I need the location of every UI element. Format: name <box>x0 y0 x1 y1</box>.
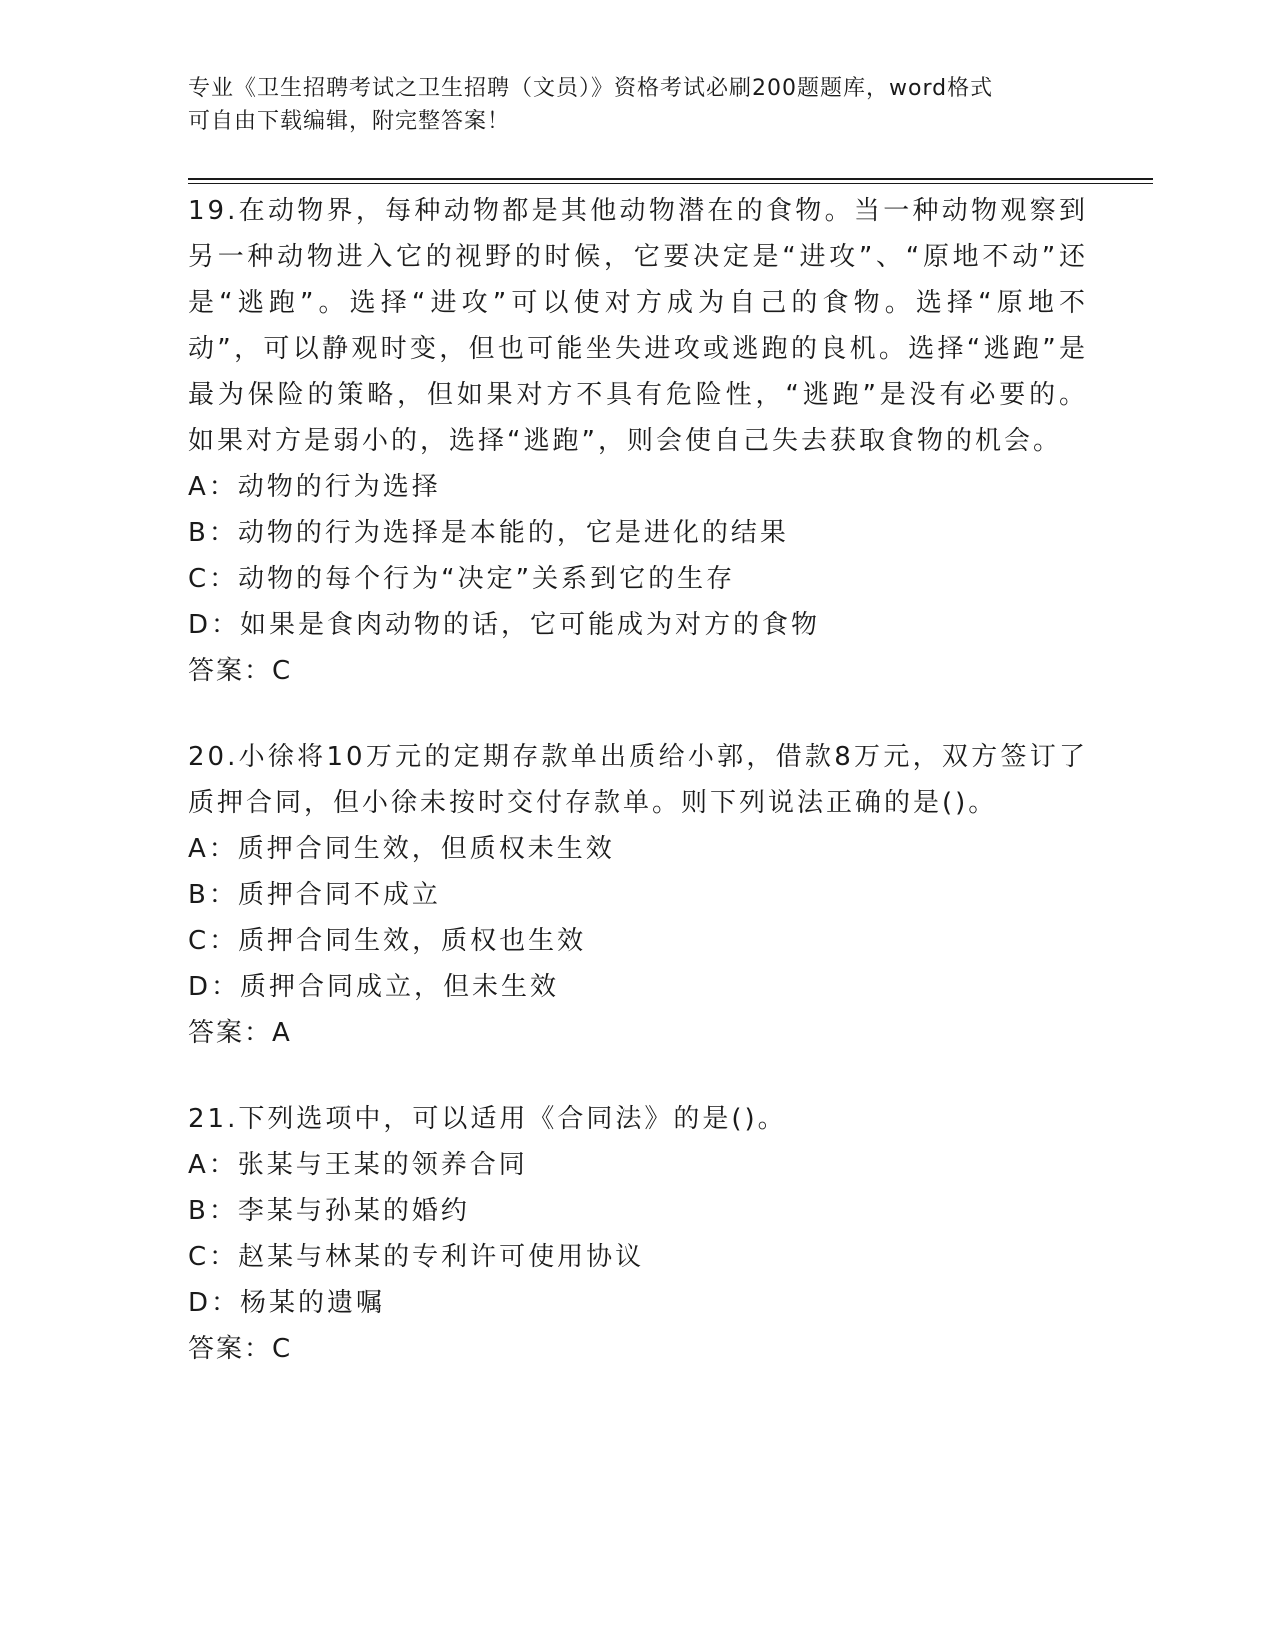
option-b: B：李某与孙某的婚约 <box>188 1196 470 1226</box>
question-21 <box>188 1096 1088 1372</box>
option-d: D：杨某的遗嘱 <box>188 1288 386 1318</box>
option-b: B：质押合同不成立 <box>188 880 441 910</box>
question-20 <box>188 734 1088 1056</box>
question-stem: 20.小徐将10万元的定期存款单出质给小郭，借款8万元，双方签订了质押合同，但小徐未按时交付存款单。则下列说法正确的是()。 <box>188 742 1088 818</box>
header-divider-thick <box>188 178 1153 180</box>
header-line-2: 可自由下载编辑，附完整答案！ <box>188 109 511 134</box>
answer-label: 答案：A <box>188 1018 292 1048</box>
question-stem: 19.在动物界，每种动物都是其他动物潜在的食物。当一种动物观察到另一种动物进入它的视野的时候，它要决定是“进攻”、“原地不动”还是“逃跑”。选择“进攻”可以使对方成为自己的食物。选择“原地不动”，可以静观时变，但也可能坐失进攻或逃跑的良机。选择“逃跑”是最为保险的策略，但如果对方不具有危险性，“逃跑”是没有必要的。如果对方是弱小的，选择“逃跑”，则会使自己失去获取食物的机会。 <box>188 196 1088 456</box>
header-line-1: 专业《卫生招聘考试之卫生招聘（文员）》资格考试必刷200题题库，word格式 <box>188 76 994 101</box>
option-c: C：动物的每个行为“决定”关系到它的生存 <box>188 564 736 594</box>
answer-label: 答案：C <box>188 1334 293 1364</box>
option-a: A：张某与王某的领养合同 <box>188 1150 528 1180</box>
question-stem: 21.下列选项中，可以适用《合同法》的是()。 <box>188 1104 787 1134</box>
option-d: D：如果是食肉动物的话，它可能成为对方的食物 <box>188 610 821 640</box>
question-19 <box>188 188 1088 694</box>
option-d: D：质押合同成立，但未生效 <box>188 972 560 1002</box>
answer-label: 答案：C <box>188 656 293 686</box>
option-b: B：动物的行为选择是本能的，它是进化的结果 <box>188 518 789 548</box>
option-c: C：质押合同生效，质权也生效 <box>188 926 587 956</box>
option-a: A：动物的行为选择 <box>188 472 441 502</box>
option-a: A：质押合同生效，但质权未生效 <box>188 834 615 864</box>
question-list <box>188 188 1088 1412</box>
document-header <box>188 72 1068 138</box>
header-divider-thin <box>188 183 1153 184</box>
option-c: C：赵某与林某的专利许可使用协议 <box>188 1242 645 1272</box>
